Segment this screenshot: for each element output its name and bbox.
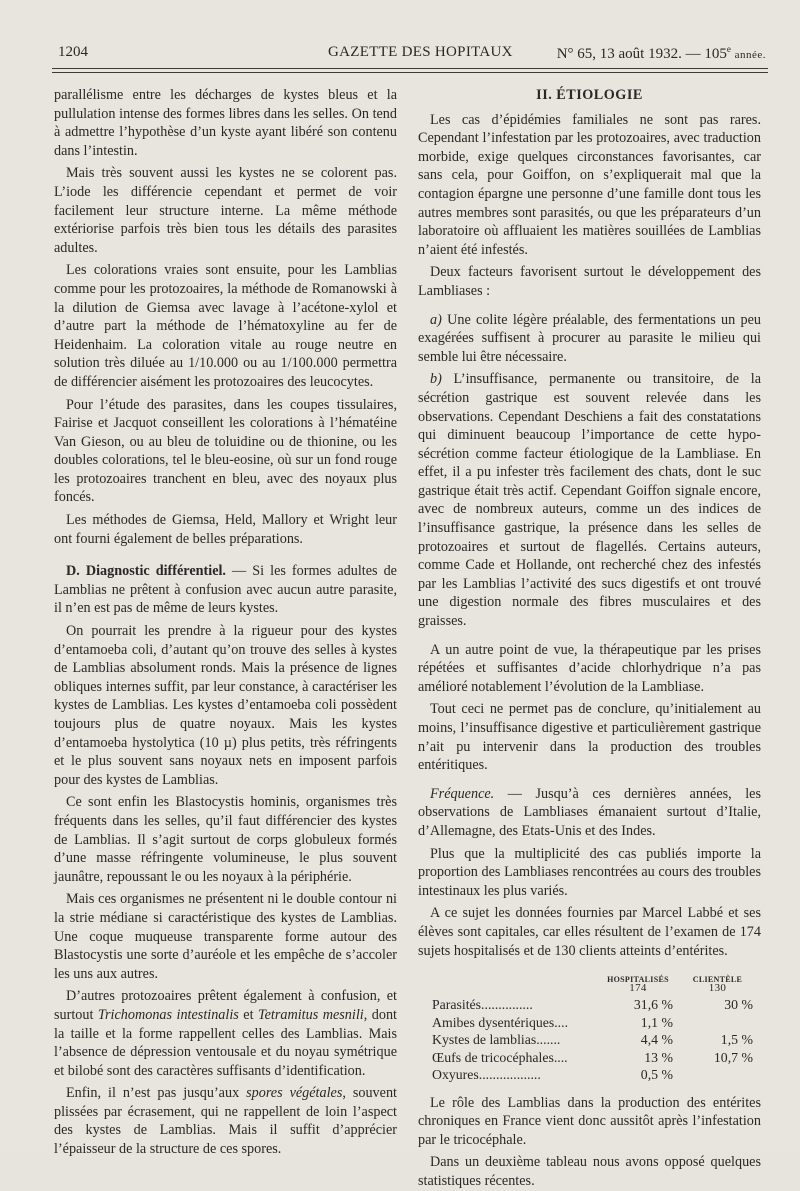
table-cell-label: Amibes dysentériques.... [432, 1014, 569, 1030]
paragraph-text: — Jusqu’à ces dernières années, les observations de Lambliases émanaient surtout d’Italie, d’Allemagne, des Etats-Unis et des Indes. [418, 785, 761, 839]
table-cell-clientele [674, 1066, 761, 1084]
table-row [418, 1066, 761, 1084]
paragraph-text: , dont la taille et la forme rappellent celles des Lamblias. Mais l’absence de dépression ventousale et du noyau symétrique et bilobé sont des caractères suffisants d’identification. [54, 1006, 397, 1079]
paragraph-text: et [238, 1006, 259, 1023]
table-row [418, 1031, 761, 1049]
paragraph-text: Une colite légère préalable, des fermentations un peu exagérées suffisent à procurer au parasite le milieu qui semble lui être nécessaire. [418, 311, 761, 365]
table-header-row [418, 974, 761, 996]
paragraph: Tout ceci ne permet pas de conclure, qu’initialement au moins, l’insuffisance digestive et particulièrement gastrique n’ait pu intervenir dans la production des troubles entéritiques. [418, 701, 761, 774]
table-row [418, 1014, 761, 1032]
issue-info [557, 44, 766, 63]
species-name: Trichomonas intestinalis [97, 1006, 239, 1023]
table-cell-hospitalises: 4,4 % [640, 1032, 673, 1048]
paragraph: On pourrait les prendre à la rigueur pour des kystes d’entamoeba coli, d’autant qu’on trouve des selles à kystes de Lamblias absolument ronds. Mais la présence de lignes obliques internes suffit, par leur constance, à caractériser les kystes de Lamblias. Les kystes d’entamoeba coli possèdent toujours plus de quatre noyaux. Mais les kystes d’entamoeba hystolytica (10 µ) plus petits, très réfringents et le plus souvent sans noyaux nets en imposent parfois pour des kystes de Lamblias. [54, 623, 397, 788]
paragraph: A un autre point de vue, la thérapeutique par les prises répétées et suffisantes d’acide chlorhydrique n’a pas amélioré notablement l’évolution de la Lambliase. [418, 641, 761, 695]
paragraph-diagnostic [54, 562, 397, 618]
table-cell-hospitalises: 1,1 % [640, 1014, 673, 1030]
paragraph: Mais très souvent aussi les kystes ne se colorent pas. L’iode les différencie cependant et permet de voir facilement leur structure interne. La même méthode extériorise parfois très bien tous les détails des parasites adultes. [54, 165, 397, 256]
table-cell-hospitalises: 0,5 % [640, 1067, 673, 1083]
issue-sup: e [726, 44, 731, 54]
table-cell-label: Kystes de lamblias....... [432, 1032, 561, 1048]
table-body [418, 996, 761, 1084]
header-rule-top [52, 68, 768, 69]
page-number: 1204 [58, 44, 88, 60]
table-cell-label: Parasités............... [432, 997, 533, 1013]
table-row [418, 1049, 761, 1067]
table-cell-clientele [674, 1014, 761, 1032]
right-column [418, 86, 761, 1191]
issue-text: N° 65, 13 août 1932. — 105 [556, 46, 727, 62]
journal-title: GAZETTE DES HOPITAUX [328, 44, 513, 60]
left-column [54, 86, 397, 1159]
section-title: II. ÉTIOLOGIE [536, 87, 643, 103]
paragraph [418, 370, 761, 630]
paragraph: parallélisme entre les décharges de kystes bleus et la pullulation intense des formes libres dans les selles. On tend à admettre l’hypothèse d’un kyste ayant libéré son contenu dans l’intestin. [54, 87, 397, 159]
list-marker: b) [430, 371, 442, 388]
paragraph: Ce sont enfin les Blastocystis hominis, organismes très fréquents dans les selles, qu’il faut différencier des kystes de Lamblias. Il s’agit surtout de corps globuleux formés d’une masse réfringente volumineuse, le plus souvent jaunâtre, repoussant le ou les noyaux à la périphérie. [54, 794, 397, 885]
paragraph-text: — Si les formes adultes de Lamblias ne prêtent à confusion avec aucun autre parasite, il n’en est pas de même de leurs kystes. [54, 563, 397, 617]
species-name: Tetramitus mesnili [258, 1006, 364, 1023]
table-cell-label: Oxyures.................. [432, 1067, 541, 1083]
table-cell-clientele: 1,5 % [720, 1032, 753, 1048]
table-cell-clientele: 10,7 % [713, 1049, 753, 1065]
paragraph: Les colorations vraies sont ensuite, pour les Lamblias comme pour les protozoaires, la méthode de Romanowski à la dilution de Giemsa avec lavage à l’acétone-xylol et d’autre part la méthode de l’hématoxyline au fer de Heidenhaim. La coloration vitale au rouge neutre en solution très diluée au 1/10.000 ou au 1/100.000 permettra de différencier aisément les protozoaires des leucocytes. [54, 262, 397, 390]
table-cell-label: Œufs de tricocéphales.... [432, 1049, 568, 1065]
paragraph: A ce sujet les données fournies par Marcel Labbé et ses élèves sont capitales, car elles résultent de l’examen de 174 sujets hospitalisés et de 130 clients atteints d’entérites. [418, 905, 761, 959]
frequency-table [418, 974, 761, 1084]
running-header [58, 44, 766, 64]
paragraph-text: L’insuffisance, permanente ou transitoire, de la sécrétion gastrique est souvent relevée dans les observations. Cependant Deschiens a fait des constatations qui diminuent beaucoup l’importance de cette hypo-sécrétion comme facteur étiologique de la Lambliase. En effet, il a pu infester très facilement des chats, dont le suc gastrique était très actif. Cependant Goiffon signale encore, avec de nombreux auteurs, comme un des indices de l’insuffisance gastrique, la présence dans les selles de protozoaires et surtout de flagellés. Certains auteurs, comme Cade et Hollande, ont recherché chez des infestés par les Lamblias l’activité des sucs digestifs et ont trouvé une digestion normale des fibres musculaires et des graisses. [418, 371, 761, 630]
paragraph [54, 1084, 397, 1158]
table-header-spacer [418, 974, 602, 996]
issue-year-word: année. [734, 49, 766, 61]
paragraph: Pour l’étude des parasites, dans les coupes tissulaires, Fairise et Jacquot conseillent les colorations à l’hématéine Van Gieson, ou au bleu de toluidine ou de thionine, ou les doubles colorations, tel le bleu-eosine, où sur un fond rouge les protozoaires tranchent en bleu, avec des noyaux plus foncés. [54, 396, 397, 506]
paragraph: Plus que la multiplicité des cas publiés importe la proportion des Lambliases rencontrées au cours des troubles intestinaux les plus variés. [418, 845, 761, 899]
paragraph: Les méthodes de Giemsa, Held, Mallory et Wright leur ont fourni également de belles préparations. [54, 512, 397, 547]
table-row [418, 996, 761, 1014]
table-cell-hospitalises: 13 % [644, 1049, 673, 1065]
header-rule-bottom [52, 72, 768, 73]
list-marker: a) [430, 311, 442, 328]
paragraph: Le rôle des Lamblias dans la production des entérites chroniques en France vient donc aussitôt après l’infestation par le tricocéphale. [418, 1094, 761, 1148]
table-cell-hospitalises: 31,6 % [633, 997, 673, 1013]
paragraph [418, 311, 761, 367]
table-header-hospitalises: HOSPITALISÉS 174 [607, 975, 669, 995]
table-header-clientele: CLIENTÈLE 130 [692, 975, 743, 995]
paragraph: Mais ces organismes ne présentent ni le double contour ni la strie médiane si caractéristique des kystes de Lamblias. Une coque muqueuse transparente forme autour des Blastocystis une sorte d’auréole et les empêche de s’accoler les uns aux autres. [54, 891, 397, 982]
emphasis-text: spores végétales [246, 1085, 343, 1102]
paragraph: Dans un deuxième tableau nous avons opposé quelques statistiques récentes. [418, 1154, 761, 1189]
paragraph [418, 785, 761, 841]
paragraph: Deux facteurs favorisent surtout le développement des Lambliases : [418, 264, 761, 299]
paragraph-text: , souvent plissées par écrasement, qui ne rappellent de loin l’aspect des kystes de Lamblias. Mais il suffit d’apprécier l’épaisseur de la structure de ces spores. [54, 1085, 397, 1158]
paragraph: Les cas d’épidémies familiales ne sont pas rares. Cependant l’infestation par les protozoaires, avec traduction morbide, exige quelques circonstances favorisantes, car sans cela, pour Goiffon, on s’expliquerait mal que la contagion épargne une personne d’une famille dont tous les autres membres sont parasités, ou que les préparateurs d’un laboratoire où affluaient les matières souillées de Lamblias n’aient été infestés. [418, 111, 761, 258]
paragraph-text: Enfin, il n’est pas jusqu’aux [66, 1085, 247, 1102]
paragraph-text: D’autres protozoaires prêtent également à confusion, et surtout [54, 988, 397, 1023]
subsection-heading: Fréquence. [430, 785, 495, 802]
table-cell-clientele: 30 % [724, 997, 753, 1013]
subsection-heading: D. Diagnostic différentiel. [66, 563, 226, 580]
paragraph [54, 987, 397, 1080]
